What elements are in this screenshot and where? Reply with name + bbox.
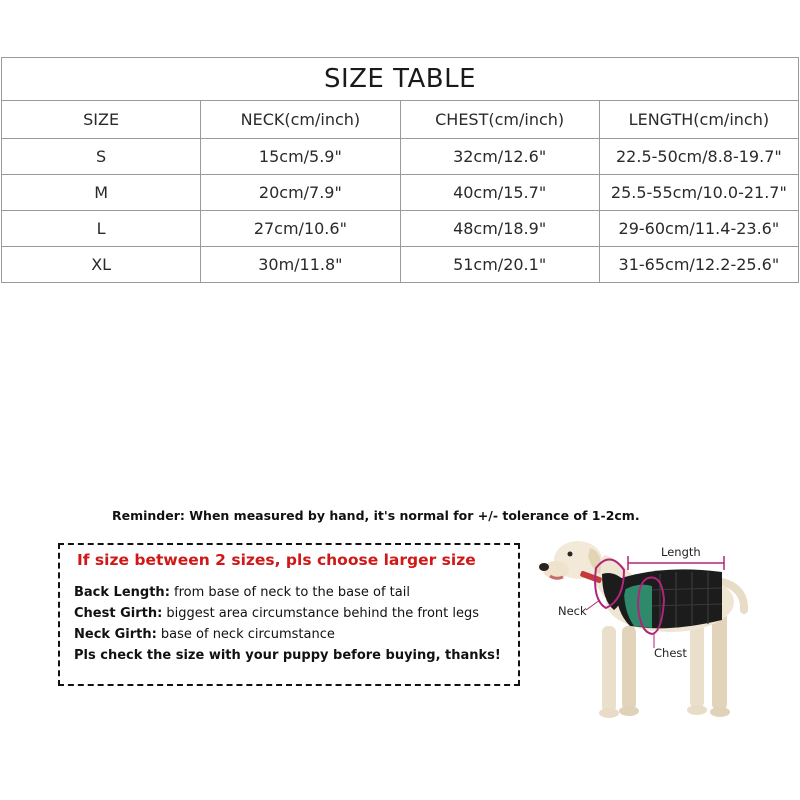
cell-chest: 51cm/20.1"	[400, 247, 599, 283]
cell-length: 22.5-50cm/8.8-19.7"	[599, 139, 798, 175]
table-row	[2, 247, 799, 283]
cell-neck: 27cm/10.6"	[201, 211, 400, 247]
back-length-text: from base of neck to the base of tail	[169, 585, 410, 600]
cell-chest: 40cm/15.7"	[400, 175, 599, 211]
neck-girth-label: Neck Girth:	[74, 627, 157, 642]
measurement-info-box	[58, 543, 520, 686]
size-table-header-row	[2, 101, 799, 139]
cell-length: 25.5-55cm/10.0-21.7"	[599, 175, 798, 211]
back-length-label: Back Length:	[74, 585, 170, 600]
header-size: SIZE	[2, 101, 201, 139]
chest-girth-text: biggest area circumstance behind the front legs	[162, 606, 480, 621]
neck-label: Neck	[558, 604, 587, 618]
neck-girth-text: base of neck circumstance	[156, 627, 335, 642]
cell-neck: 30m/11.8"	[201, 247, 400, 283]
cell-size: M	[2, 175, 201, 211]
size-table-title-row	[2, 58, 799, 101]
dog-measurement-figure	[530, 530, 800, 730]
header-neck: NECK(cm/inch)	[201, 101, 400, 139]
dog-illustration	[530, 530, 800, 730]
check-size-note: Pls check the size with your puppy before buying, thanks!	[74, 648, 501, 663]
cell-neck: 15cm/5.9"	[201, 139, 400, 175]
neck-girth-line	[74, 627, 335, 642]
cell-size: L	[2, 211, 201, 247]
table-row	[2, 211, 799, 247]
cell-chest: 32cm/12.6"	[400, 139, 599, 175]
header-chest: CHEST(cm/inch)	[400, 101, 599, 139]
chest-girth-line	[74, 606, 479, 621]
tolerance-reminder: Reminder: When measured by hand, it's normal for +/- tolerance of 1-2cm.	[112, 508, 640, 523]
chest-label: Chest	[654, 646, 687, 660]
back-length-line	[74, 585, 410, 600]
cell-size: S	[2, 139, 201, 175]
cell-neck: 20cm/7.9"	[201, 175, 400, 211]
cell-chest: 48cm/18.9"	[400, 211, 599, 247]
table-row	[2, 175, 799, 211]
cell-size: XL	[2, 247, 201, 283]
cell-length: 29-60cm/11.4-23.6"	[599, 211, 798, 247]
header-length: LENGTH(cm/inch)	[599, 101, 798, 139]
chest-girth-label: Chest Girth:	[74, 606, 163, 621]
length-label: Length	[661, 545, 701, 559]
table-row	[2, 139, 799, 175]
size-table-title: SIZE TABLE	[2, 58, 799, 101]
size-warning: If size between 2 sizes, pls choose larger size	[77, 551, 476, 569]
size-table	[1, 57, 799, 283]
cell-length: 31-65cm/12.2-25.6"	[599, 247, 798, 283]
